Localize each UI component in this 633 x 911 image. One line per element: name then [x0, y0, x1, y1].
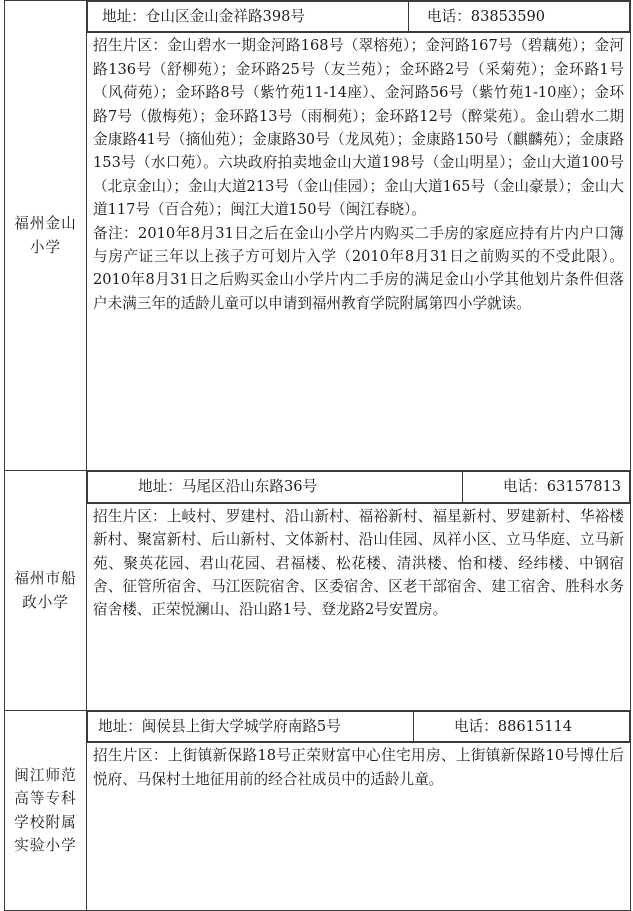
- note-label: 备注：: [93, 224, 139, 242]
- address-cell: [88, 2, 409, 32]
- zone-detail-cell: [87, 503, 631, 710]
- zone-detail-cell: [87, 33, 631, 471]
- zone-text: 上街镇新保路18号正荣财富中心住宅用房、上街镇新保路10号博仕后悦府、马保村土地征用前的经合社成员中的适龄儿童。: [93, 747, 624, 788]
- address-cell: [88, 711, 414, 741]
- zone-label: 招生片区：: [93, 37, 168, 55]
- zone-paragraph: [93, 744, 624, 791]
- school-row-chuanzheng: [5, 471, 631, 503]
- address-label: 地址：: [138, 478, 182, 496]
- phone-value: 83853590: [470, 8, 546, 25]
- zone-detail-cell: [87, 743, 631, 911]
- address-phone-row: [87, 710, 631, 742]
- phone-label: 电话：: [427, 8, 471, 25]
- phone-label: 电话：: [503, 478, 547, 496]
- school-name-text: 闽江师范高等专科学校附属实验小学: [14, 766, 77, 854]
- school-name-text: 福州金山小学: [14, 215, 77, 256]
- zone-text: 上岐村、罗建村、沿山新村、福裕新村、福星新村、罗建新村、华裕楼新村、聚富新村、后山新村、文体新村、沿山佳园、凤祥小区、立马华庭、立马新苑、聚英花园、君山花园、君福楼、松花楼、清洪楼、怡和楼、经纬楼、中钢宿舍、征管所宿舍、马江医院宿舍、区委宿舍、区老干部宿舍、建工宿舍、胜科水务宿舍楼、正荣悦澜山、沿山路1号、登龙路2号安置房。: [93, 507, 624, 619]
- zone-label: 招生片区：: [93, 507, 167, 525]
- zone-text: 金山碧水一期金河路168号（翠榕苑）；金河路167号（碧藕苑）；金河路136号（舒柳苑）；金环路25号（友兰苑）；金环路2号（采菊苑）；金环路1号（风荷苑）；金环路8号（紫竹苑11-14座）、金河路56号（紫竹苑1-10座）；金环路7号（傲梅苑）；金环路13号（雨桐苑）；金环路12号（醉棠苑）。金山碧水二期金康路41号（摘仙苑）；金康路30号（龙凤苑）；金康路150号（麒麟苑）；金康路153号（水口苑）。六块政府拍卖地金山大道198号（金山明星）；金山大道100号（北京金山）；金山大道213号（金山佳园）；金山大道165号（金山豪景）；金山大道117号（百合苑）；闽江大道150号（闽江春晓）。: [93, 37, 624, 219]
- phone-cell: [409, 2, 630, 32]
- zone-paragraph: [93, 34, 624, 221]
- phone-cell: [463, 472, 630, 502]
- phone-value: 63157813: [546, 478, 622, 496]
- school-name: [5, 471, 87, 710]
- school-row-minjiang: [5, 710, 631, 742]
- address-cell: [88, 472, 463, 502]
- school-zone-table: [4, 0, 631, 911]
- school-name-text: 福州市船政小学: [14, 570, 77, 611]
- phone-cell: [414, 711, 630, 741]
- note-paragraph: [93, 222, 624, 316]
- address-phone-row: [87, 1, 631, 33]
- note-text: 2010年8月31日之后在金山小学片内购买二手房的家庭应持有片内户口簿与房产证三年以上孩子方可划片入学（2010年8月31日之前购买的不受此限）。2010年8月31日之后购买金山小学片内二手房的满足金山小学其他划片条件但落户未满三年的适龄儿童可以申请到福州教育学院附属第四小学就读。: [93, 224, 624, 312]
- phone-value: 88615114: [497, 717, 573, 735]
- address-value: 闽侯县上街大学城学府南路5号: [141, 717, 341, 735]
- zone-paragraph: [93, 505, 624, 622]
- address-label: 地址：: [98, 717, 142, 735]
- school-name: [5, 710, 87, 910]
- school-name: [5, 1, 87, 471]
- school-row-jinshan: [5, 1, 631, 33]
- address-value: 马尾区沿山东路36号: [181, 478, 318, 496]
- phone-label: 电话：: [454, 717, 498, 735]
- zone-label: 招生片区：: [93, 747, 168, 765]
- address-label: 地址：: [102, 8, 146, 25]
- address-phone-row: [87, 471, 631, 503]
- address-value: 仓山区金山金祥路398号: [145, 8, 305, 25]
